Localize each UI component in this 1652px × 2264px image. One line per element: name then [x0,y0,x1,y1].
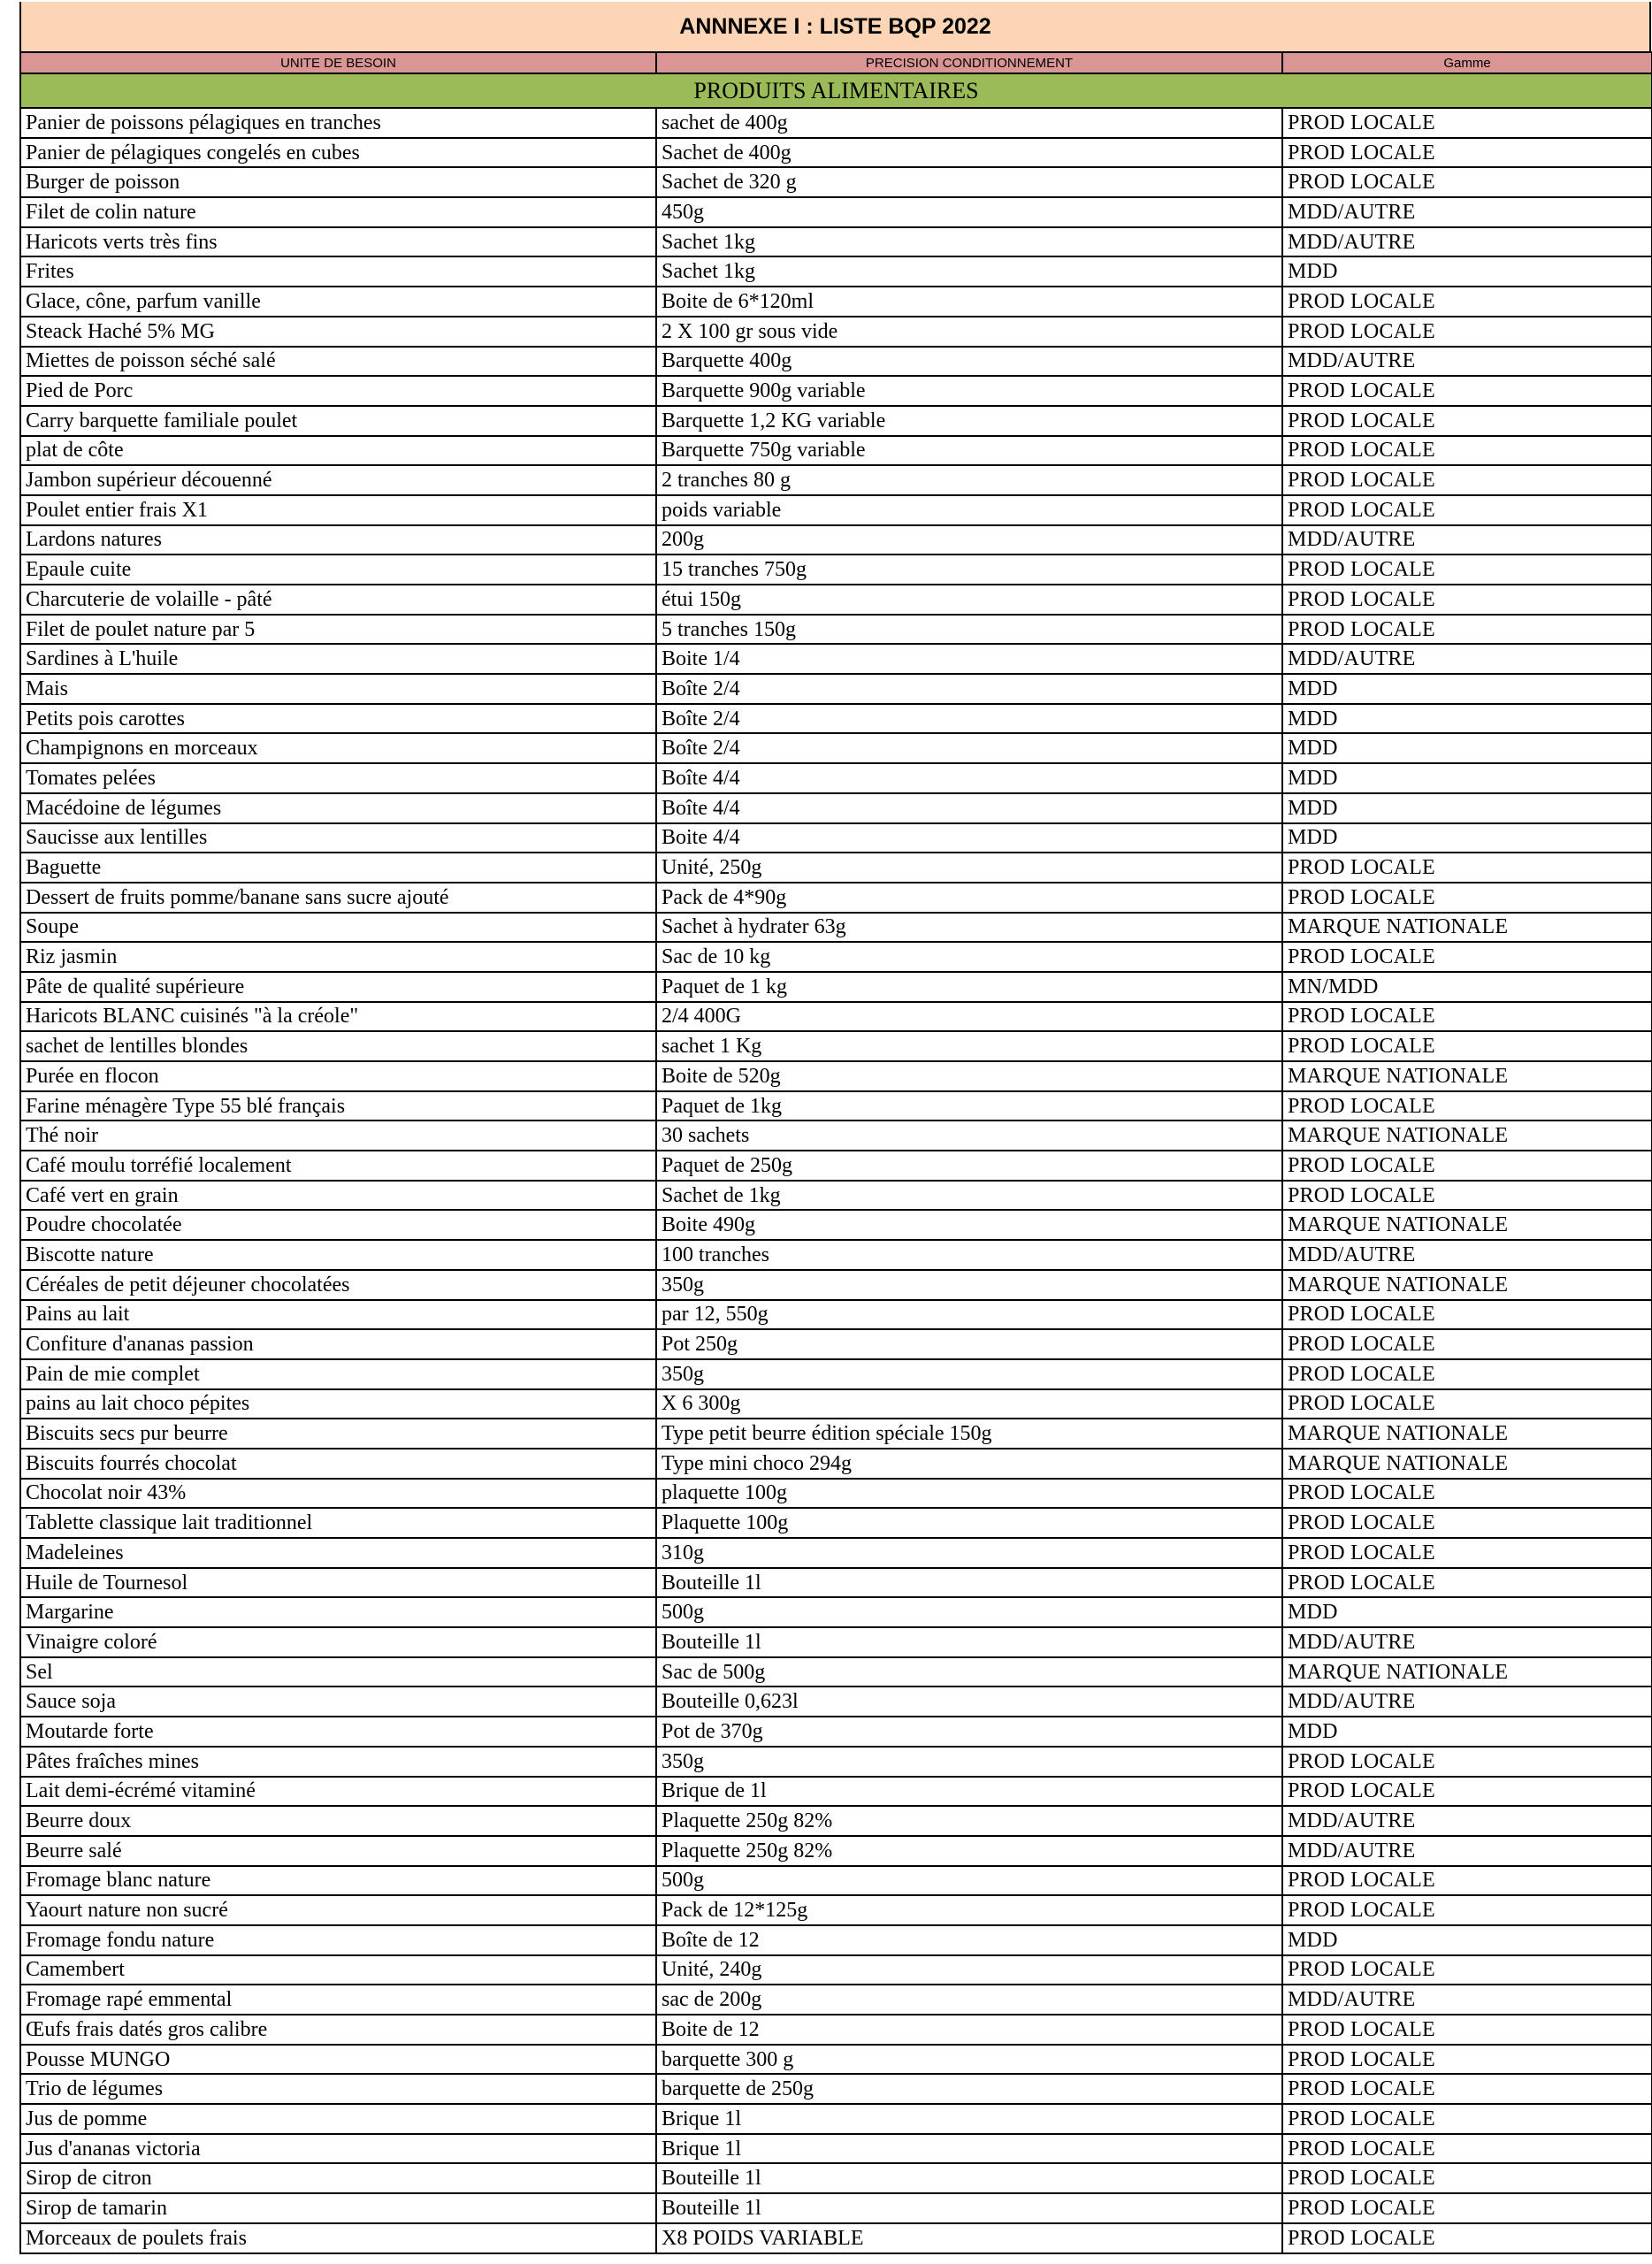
cell-unite-de-besoin: Sirop de tamarin [20,2193,656,2223]
cell-unite-de-besoin: Café vert en grain [20,1181,656,1211]
cell-gamme: PROD LOCALE [1282,1002,1652,1032]
table-row [20,465,1652,495]
cell-precision: Boîte 4/4 [656,793,1282,823]
cell-gamme: PROD LOCALE [1282,2074,1652,2104]
table-row [20,1359,1652,1389]
cell-unite-de-besoin: Pain de mie complet [20,1359,656,1389]
table-row [20,1687,1652,1717]
table-row [20,704,1652,734]
table-row [20,1806,1652,1836]
section-row [20,73,1652,108]
cell-precision: Brique de 1l [656,1777,1282,1807]
cell-precision: Type mini choco 294g [656,1449,1282,1479]
cell-precision: Brique 1l [656,2104,1282,2134]
table-row [20,644,1652,674]
section-title: PRODUITS ALIMENTAIRES [20,73,1652,108]
cell-unite-de-besoin: sachet de lentilles blondes [20,1031,656,1061]
cell-precision: Barquette 750g variable [656,436,1282,466]
cell-unite-de-besoin: Céréales de petit déjeuner chocolatées [20,1270,656,1300]
cell-precision: Paquet de 1kg [656,1091,1282,1121]
cell-unite-de-besoin: Œufs frais datés gros calibre [20,2015,656,2045]
table-row [20,2015,1652,2045]
cell-unite-de-besoin: Yaourt nature non sucré [20,1895,656,1925]
cell-unite-de-besoin: Thé noir [20,1121,656,1151]
table-row [20,2104,1652,2134]
cell-gamme: MDD [1282,733,1652,763]
cell-precision: Type petit beurre édition spéciale 150g [656,1419,1282,1449]
cell-unite-de-besoin: Pains au lait [20,1300,656,1330]
cell-precision: sachet 1 Kg [656,1031,1282,1061]
cell-precision: Sachet 1kg [656,227,1282,257]
cell-unite-de-besoin: Pousse MUNGO [20,2045,656,2075]
cell-gamme: PROD LOCALE [1282,465,1652,495]
cell-precision: Bouteille 1l [656,1627,1282,1657]
table-row [20,1329,1652,1359]
table-row [20,525,1652,555]
cell-precision: Boite 490g [656,1210,1282,1240]
cell-unite-de-besoin: Frites [20,256,656,287]
cell-precision: Pot de 370g [656,1717,1282,1747]
table-row [20,2074,1652,2104]
table-row [20,733,1652,763]
cell-gamme: PROD LOCALE [1282,585,1652,615]
cell-precision: 100 tranches [656,1240,1282,1270]
cell-unite-de-besoin: Tomates pelées [20,763,656,793]
cell-unite-de-besoin: Panier de poissons pélagiques en tranches [20,108,656,138]
cell-gamme: PROD LOCALE [1282,615,1652,645]
cell-gamme: MARQUE NATIONALE [1282,1061,1652,1091]
cell-precision: Sac de 10 kg [656,942,1282,972]
table-row [20,1002,1652,1032]
cell-unite-de-besoin: Baguette [20,853,656,883]
table-row [20,1091,1652,1121]
cell-precision: 450g [656,197,1282,227]
cell-unite-de-besoin: Pâtes fraîches mines [20,1747,656,1777]
cell-unite-de-besoin: Jus d'ananas victoria [20,2134,656,2164]
cell-gamme: PROD LOCALE [1282,1777,1652,1807]
cell-precision: Brique 1l [656,2134,1282,2164]
table-row [20,287,1652,317]
cell-precision: Pack de 4*90g [656,883,1282,913]
cell-unite-de-besoin: Confiture d'ananas passion [20,1329,656,1359]
table-row [20,1449,1652,1479]
cell-unite-de-besoin: Sirop de citron [20,2163,656,2193]
cell-unite-de-besoin: Madeleines [20,1538,656,1568]
cell-unite-de-besoin: Filet de poulet nature par 5 [20,615,656,645]
cell-precision: Sachet de 400g [656,138,1282,168]
cell-unite-de-besoin: Carry barquette familiale poulet [20,406,656,436]
header-row [20,52,1652,73]
table-row [20,1270,1652,1300]
cell-precision: barquette de 250g [656,2074,1282,2104]
cell-unite-de-besoin: Dessert de fruits pomme/banane sans sucre ajouté [20,883,656,913]
cell-unite-de-besoin: Café moulu torréfié localement [20,1151,656,1181]
cell-unite-de-besoin: Soupe [20,913,656,943]
cell-precision: Sachet de 1kg [656,1181,1282,1211]
cell-precision: Paquet de 250g [656,1151,1282,1181]
cell-precision: barquette 300 g [656,2045,1282,2075]
table-row [20,256,1652,287]
cell-unite-de-besoin: Miettes de poisson séché salé [20,347,656,377]
cell-gamme: PROD LOCALE [1282,942,1652,972]
cell-gamme: MDD/AUTRE [1282,197,1652,227]
cell-unite-de-besoin: Champignons en morceaux [20,733,656,763]
product-table [19,51,1652,2254]
cell-unite-de-besoin: Pied de Porc [20,376,656,406]
table-row [20,108,1652,138]
cell-unite-de-besoin: Haricots verts très fins [20,227,656,257]
table-row [20,1955,1652,1985]
cell-gamme: PROD LOCALE [1282,376,1652,406]
cell-precision: Barquette 400g [656,347,1282,377]
cell-gamme: MDD [1282,674,1652,704]
cell-unite-de-besoin: Beurre salé [20,1836,656,1866]
cell-gamme: PROD LOCALE [1282,138,1652,168]
cell-gamme: PROD LOCALE [1282,883,1652,913]
table-row [20,406,1652,436]
cell-unite-de-besoin: Biscuits fourrés chocolat [20,1449,656,1479]
table-row [20,2045,1652,2075]
cell-precision: par 12, 550g [656,1300,1282,1330]
cell-precision: Paquet de 1 kg [656,972,1282,1002]
cell-unite-de-besoin: Sel [20,1657,656,1687]
table-row [20,674,1652,704]
cell-precision: 5 tranches 150g [656,615,1282,645]
cell-precision: poids variable [656,495,1282,525]
cell-gamme: MDD [1282,763,1652,793]
cell-gamme: MDD/AUTRE [1282,1627,1652,1657]
table-row [20,2134,1652,2164]
cell-unite-de-besoin: Charcuterie de volaille - pâté [20,585,656,615]
cell-precision: 350g [656,1359,1282,1389]
table-row [20,138,1652,168]
cell-gamme: MDD/AUTRE [1282,1985,1652,2015]
cell-precision: Boîte 2/4 [656,674,1282,704]
cell-precision: Bouteille 0,623l [656,1687,1282,1717]
cell-precision: Bouteille 1l [656,2193,1282,2223]
cell-precision: Sachet 1kg [656,256,1282,287]
table-row [20,2193,1652,2223]
cell-unite-de-besoin: Macédoine de légumes [20,793,656,823]
cell-gamme: PROD LOCALE [1282,853,1652,883]
table-row [20,1389,1652,1419]
cell-gamme: PROD LOCALE [1282,2104,1652,2134]
cell-gamme: MARQUE NATIONALE [1282,1449,1652,1479]
cell-gamme: MDD [1282,793,1652,823]
cell-precision: 350g [656,1270,1282,1300]
cell-precision: Unité, 250g [656,853,1282,883]
cell-precision: X 6 300g [656,1389,1282,1419]
cell-unite-de-besoin: Vinaigre coloré [20,1627,656,1657]
cell-unite-de-besoin: Glace, cône, parfum vanille [20,287,656,317]
cell-unite-de-besoin: Filet de colin nature [20,197,656,227]
cell-gamme: MDD/AUTRE [1282,1240,1652,1270]
cell-precision: Pot 250g [656,1329,1282,1359]
table-row [20,913,1652,943]
cell-gamme: MDD [1282,1597,1652,1627]
cell-precision: 15 tranches 750g [656,555,1282,585]
cell-gamme: PROD LOCALE [1282,1508,1652,1538]
table-row [20,2163,1652,2193]
cell-precision: Boite de 12 [656,2015,1282,2045]
cell-precision: 30 sachets [656,1121,1282,1151]
table-row [20,1985,1652,2015]
table-row [20,1479,1652,1509]
cell-precision: Sac de 500g [656,1657,1282,1687]
cell-precision: Barquette 1,2 KG variable [656,406,1282,436]
table-row [20,1181,1652,1211]
cell-gamme: PROD LOCALE [1282,2015,1652,2045]
cell-precision: Plaquette 250g 82% [656,1836,1282,1866]
cell-gamme: PROD LOCALE [1282,1866,1652,1896]
cell-precision: X8 POIDS VARIABLE [656,2223,1282,2253]
cell-unite-de-besoin: Sauce soja [20,1687,656,1717]
cell-gamme: PROD LOCALE [1282,2045,1652,2075]
cell-unite-de-besoin: Huile de Tournesol [20,1568,656,1598]
cell-gamme: PROD LOCALE [1282,1031,1652,1061]
cell-gamme: PROD LOCALE [1282,1091,1652,1121]
cell-unite-de-besoin: Pâte de qualité supérieure [20,972,656,1002]
cell-unite-de-besoin: Saucisse aux lentilles [20,823,656,853]
cell-unite-de-besoin: Moutarde forte [20,1717,656,1747]
cell-precision: Pack de 12*125g [656,1895,1282,1925]
cell-precision: Sachet à hydrater 63g [656,913,1282,943]
table-row [20,167,1652,197]
cell-precision: sachet de 400g [656,108,1282,138]
cell-gamme: PROD LOCALE [1282,1151,1652,1181]
table-row [20,1240,1652,1270]
table-row [20,1568,1652,1598]
table-row [20,1836,1652,1866]
cell-gamme: PROD LOCALE [1282,1747,1652,1777]
cell-precision: 500g [656,1866,1282,1896]
cell-precision: Boîte 2/4 [656,704,1282,734]
cell-unite-de-besoin: Poulet entier frais X1 [20,495,656,525]
cell-precision: Boîte 4/4 [656,763,1282,793]
cell-gamme: PROD LOCALE [1282,1479,1652,1509]
table-row [20,1747,1652,1777]
cell-gamme: PROD LOCALE [1282,555,1652,585]
cell-gamme: PROD LOCALE [1282,1389,1652,1419]
cell-gamme: PROD LOCALE [1282,287,1652,317]
table-row [20,495,1652,525]
cell-gamme: PROD LOCALE [1282,436,1652,466]
cell-gamme: PROD LOCALE [1282,317,1652,347]
cell-gamme: MDD/AUTRE [1282,347,1652,377]
cell-unite-de-besoin: Petits pois carottes [20,704,656,734]
table-row [20,1925,1652,1955]
cell-unite-de-besoin: Morceaux de poulets frais [20,2223,656,2253]
cell-precision: 2/4 400G [656,1002,1282,1032]
cell-unite-de-besoin: Burger de poisson [20,167,656,197]
cell-precision: 2 X 100 gr sous vide [656,317,1282,347]
table-row [20,376,1652,406]
cell-unite-de-besoin: Beurre doux [20,1806,656,1836]
table-row [20,793,1652,823]
table-row [20,883,1652,913]
cell-gamme: MDD [1282,704,1652,734]
cell-precision: plaquette 100g [656,1479,1282,1509]
cell-precision: 500g [656,1597,1282,1627]
cell-gamme: PROD LOCALE [1282,2163,1652,2193]
table-row [20,1508,1652,1538]
cell-unite-de-besoin: Sardines à L'huile [20,644,656,674]
cell-precision: étui 150g [656,585,1282,615]
cell-precision: 310g [656,1538,1282,1568]
cell-unite-de-besoin: Panier de pélagiques congelés en cubes [20,138,656,168]
cell-gamme: MDD/AUTRE [1282,1687,1652,1717]
cell-precision: Bouteille 1l [656,2163,1282,2193]
cell-gamme: MARQUE NATIONALE [1282,1270,1652,1300]
cell-precision: Boite 4/4 [656,823,1282,853]
table-row [20,972,1652,1002]
cell-precision: Boite 1/4 [656,644,1282,674]
cell-gamme: PROD LOCALE [1282,108,1652,138]
cell-unite-de-besoin: Trio de légumes [20,2074,656,2104]
cell-gamme: PROD LOCALE [1282,1181,1652,1211]
table-row [20,317,1652,347]
cell-gamme: PROD LOCALE [1282,1538,1652,1568]
spreadsheet-document [19,0,1651,2254]
table-row [20,1895,1652,1925]
table-row [20,347,1652,377]
cell-precision: Boite de 6*120ml [656,287,1282,317]
table-row [20,853,1652,883]
cell-gamme: MARQUE NATIONALE [1282,1419,1652,1449]
table-row [20,1597,1652,1627]
cell-gamme: PROD LOCALE [1282,406,1652,436]
table-row [20,615,1652,645]
cell-gamme: MDD [1282,1925,1652,1955]
table-row [20,823,1652,853]
cell-unite-de-besoin: Riz jasmin [20,942,656,972]
cell-unite-de-besoin: Poudre chocolatée [20,1210,656,1240]
cell-gamme: MDD/AUTRE [1282,1836,1652,1866]
cell-gamme: PROD LOCALE [1282,1359,1652,1389]
cell-unite-de-besoin: Jus de pomme [20,2104,656,2134]
table-row [20,2223,1652,2253]
cell-unite-de-besoin: Biscotte nature [20,1240,656,1270]
table-row [20,1151,1652,1181]
cell-precision: Unité, 240g [656,1955,1282,1985]
table-row [20,227,1652,257]
cell-gamme: PROD LOCALE [1282,2193,1652,2223]
cell-gamme: PROD LOCALE [1282,1300,1652,1330]
table-row [20,555,1652,585]
cell-unite-de-besoin: Mais [20,674,656,704]
cell-gamme: MDD [1282,823,1652,853]
cell-gamme: PROD LOCALE [1282,2134,1652,2164]
cell-gamme: PROD LOCALE [1282,1329,1652,1359]
cell-unite-de-besoin: Jambon supérieur découenné [20,465,656,495]
cell-precision: 350g [656,1747,1282,1777]
cell-gamme: MARQUE NATIONALE [1282,913,1652,943]
cell-precision: Plaquette 250g 82% [656,1806,1282,1836]
cell-gamme: MDD/AUTRE [1282,644,1652,674]
cell-precision: Sachet de 320 g [656,167,1282,197]
cell-unite-de-besoin: Fromage blanc nature [20,1866,656,1896]
cell-gamme: PROD LOCALE [1282,1568,1652,1598]
table-row [20,1300,1652,1330]
cell-unite-de-besoin: Fromage fondu nature [20,1925,656,1955]
cell-unite-de-besoin: Farine ménagère Type 55 blé français [20,1091,656,1121]
cell-precision: sac de 200g [656,1985,1282,2015]
cell-unite-de-besoin: Margarine [20,1597,656,1627]
cell-unite-de-besoin: Purée en flocon [20,1061,656,1091]
table-row [20,1777,1652,1807]
cell-precision: Plaquette 100g [656,1508,1282,1538]
cell-gamme: MN/MDD [1282,972,1652,1002]
cell-unite-de-besoin: Fromage rapé emmental [20,1985,656,2015]
table-row [20,1121,1652,1151]
cell-unite-de-besoin: plat de côte [20,436,656,466]
header-unite-de-besoin: UNITE DE BESOIN [20,52,656,73]
table-row [20,1210,1652,1240]
cell-unite-de-besoin: Camembert [20,1955,656,1985]
table-row [20,1061,1652,1091]
cell-gamme: MDD [1282,1717,1652,1747]
cell-gamme: PROD LOCALE [1282,495,1652,525]
cell-gamme: MARQUE NATIONALE [1282,1121,1652,1151]
table-row [20,1419,1652,1449]
table-row [20,1717,1652,1747]
cell-gamme: PROD LOCALE [1282,167,1652,197]
table-row [20,1627,1652,1657]
table-row [20,763,1652,793]
cell-unite-de-besoin: Biscuits secs pur beurre [20,1419,656,1449]
table-row [20,1031,1652,1061]
cell-unite-de-besoin: Lardons natures [20,525,656,555]
cell-unite-de-besoin: pains au lait choco pépites [20,1389,656,1419]
cell-gamme: MDD/AUTRE [1282,227,1652,257]
cell-precision: Boîte de 12 [656,1925,1282,1955]
cell-unite-de-besoin: Steack Haché 5% MG [20,317,656,347]
cell-gamme: PROD LOCALE [1282,1895,1652,1925]
document-title: ANNNEXE I : LISTE BQP 2022 [19,2,1651,51]
cell-precision: Barquette 900g variable [656,376,1282,406]
cell-precision: 200g [656,525,1282,555]
cell-unite-de-besoin: Haricots BLANC cuisinés "à la créole" [20,1002,656,1032]
table-row [20,1538,1652,1568]
header-precision-conditionnement: PRECISION CONDITIONNEMENT [656,52,1282,73]
cell-unite-de-besoin: Chocolat noir 43% [20,1479,656,1509]
cell-unite-de-besoin: Epaule cuite [20,555,656,585]
cell-precision: Boîte 2/4 [656,733,1282,763]
cell-gamme: PROD LOCALE [1282,1955,1652,1985]
table-row [20,942,1652,972]
header-gamme: Gamme [1282,52,1652,73]
cell-unite-de-besoin: Tablette classique lait traditionnel [20,1508,656,1538]
cell-gamme: MDD/AUTRE [1282,1806,1652,1836]
cell-precision: Bouteille 1l [656,1568,1282,1598]
cell-gamme: PROD LOCALE [1282,2223,1652,2253]
cell-gamme: MDD/AUTRE [1282,525,1652,555]
table-row [20,436,1652,466]
cell-precision: 2 tranches 80 g [656,465,1282,495]
cell-unite-de-besoin: Lait demi-écrémé vitaminé [20,1777,656,1807]
cell-gamme: MARQUE NATIONALE [1282,1657,1652,1687]
cell-gamme: MARQUE NATIONALE [1282,1210,1652,1240]
table-row [20,197,1652,227]
cell-precision: Boite de 520g [656,1061,1282,1091]
cell-gamme: MDD [1282,256,1652,287]
table-row [20,585,1652,615]
table-row [20,1866,1652,1896]
table-row [20,1657,1652,1687]
